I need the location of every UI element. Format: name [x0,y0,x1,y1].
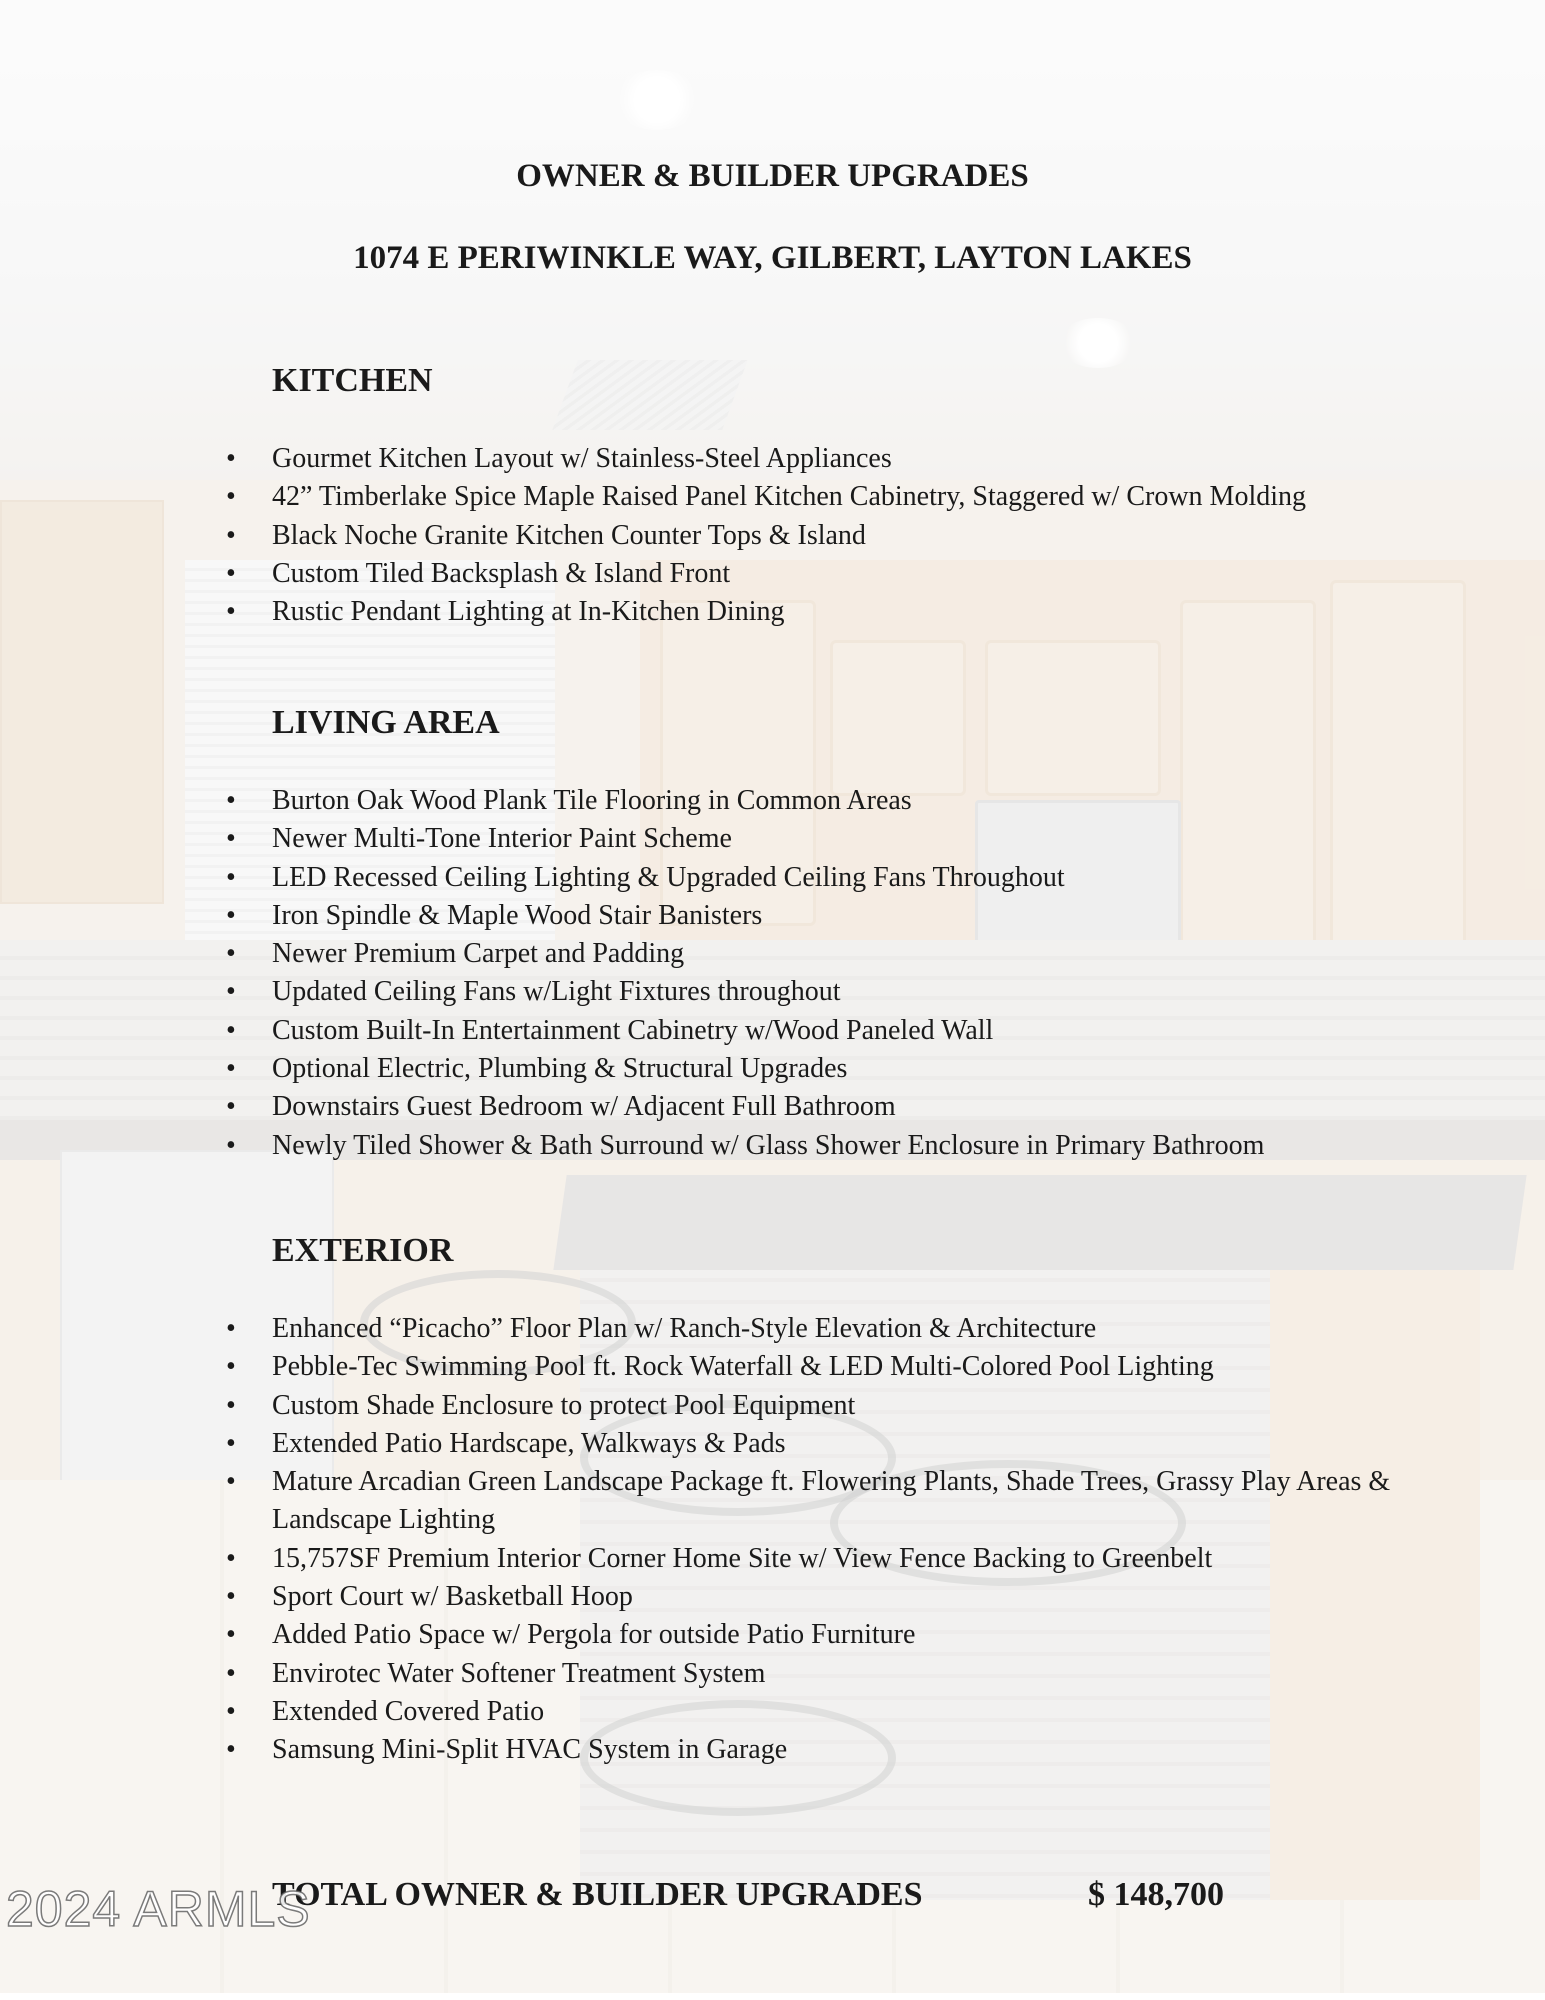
list-item [226,859,1402,897]
list-item [226,1655,1402,1693]
list-item [226,1616,1402,1654]
list-item [226,973,1402,1011]
list-item [226,1578,1402,1616]
list-item [226,593,1402,631]
list-item-text: Extended Patio Hardscape, Walkways & Pads [272,1427,786,1459]
list-item [226,1731,1402,1769]
section-heading-living-area: LIVING AREA [272,704,500,741]
list-item-text: Rustic Pendant Lighting at In-Kitchen Dining [272,596,785,628]
exterior-list [226,1310,1402,1770]
list-item-text: Samsung Mini-Split HVAC System in Garage [272,1734,788,1766]
bullet: • [226,1014,236,1046]
bullet: • [226,1466,236,1498]
list-item [226,1012,1402,1050]
list-item [226,517,1402,555]
list-item-text: Enhanced “Picacho” Floor Plan w/ Ranch-Style Elevation & Architecture [272,1313,1097,1344]
bullet: • [226,1657,236,1689]
list-item-text: Extended Covered Patio [272,1695,545,1727]
list-item [226,1310,1402,1348]
list-item [226,1425,1402,1463]
list-item-text: Custom Built-In Entertainment Cabinetry w/Wood Paneled Wall [272,1014,994,1046]
list-item-text: Downstairs Guest Bedroom w/ Adjacent Full Bathroom [272,1091,896,1123]
bullet: • [226,938,236,970]
bullet: • [226,785,236,816]
bullet: • [226,1695,236,1727]
bullet: • [226,481,236,513]
list-item-text: Gourmet Kitchen Layout w/ Stainless-Steel Appliances [272,443,892,474]
section-heading-kitchen: KITCHEN [272,362,433,399]
bullet: • [226,1427,236,1459]
list-item-text: Added Patio Space w/ Pergola for outside Patio Furniture [272,1619,916,1651]
total-label: TOTAL OWNER & BUILDER UPGRADES [272,1876,923,1913]
list-item-text: Custom Shade Enclosure to protect Pool Equipment [272,1389,856,1421]
list-item-text: Envirotec Water Softener Treatment System [272,1657,766,1689]
bullet: • [226,1389,236,1421]
property-address: 1074 E PERIWINKLE WAY, GILBERT, LAYTON LAKES [353,240,1192,276]
list-item-text: Burton Oak Wood Plank Tile Flooring in Common Areas [272,785,912,816]
list-item [226,782,1402,820]
list-item-text: Newer Multi-Tone Interior Paint Scheme [272,823,732,855]
list-item-text: LED Recessed Ceiling Lighting & Upgraded Ceiling Fans Throughout [272,861,1065,893]
list-item [226,1387,1402,1425]
list-item [226,478,1402,516]
total-value: $ 148,700 [1088,1876,1224,1913]
list-item-text: Iron Spindle & Maple Wood Stair Banisters [272,899,763,931]
list-item [226,1088,1402,1126]
bullet: • [226,1351,236,1383]
bullet: • [226,443,236,474]
bullet: • [226,1619,236,1651]
list-item [226,935,1402,973]
bullet: • [226,1313,236,1344]
list-item-text: Pebble-Tec Swimming Pool ft. Rock Waterfall & LED Multi-Colored Pool Lighting [272,1351,1214,1383]
list-item-text: Custom Tiled Backsplash & Island Front [272,557,731,589]
list-item [226,820,1402,858]
kitchen-list [226,440,1402,631]
bullet: • [226,557,236,589]
bullet: • [226,1091,236,1123]
section-heading-exterior: EXTERIOR [272,1232,454,1269]
list-item-text: Optional Electric, Plumbing & Structural Upgrades [272,1053,848,1085]
list-item-text: 15,757SF Premium Interior Corner Home Site w/ View Fence Backing to Greenbelt [272,1542,1213,1574]
bullet: • [226,1581,236,1613]
document-title: OWNER & BUILDER UPGRADES [516,158,1029,194]
list-item [226,555,1402,593]
living-area-list [226,782,1402,1165]
list-item [226,897,1402,935]
bullet: • [226,519,236,551]
list-item-text: Black Noche Granite Kitchen Counter Tops & Island [272,519,866,551]
bullet: • [226,1734,236,1766]
bullet: • [226,823,236,855]
bullet: • [226,596,236,628]
list-item [226,1463,1402,1540]
list-item-text: Sport Court w/ Basketball Hoop [272,1581,633,1613]
bullet: • [226,861,236,893]
list-item [226,1127,1402,1165]
bullet: • [226,1053,236,1085]
list-item [226,1050,1402,1088]
list-item-text: Newly Tiled Shower & Bath Surround w/ Glass Shower Enclosure in Primary Bathroom [272,1129,1265,1161]
list-item-text: Updated Ceiling Fans w/Light Fixtures throughout [272,976,841,1008]
list-item [226,1348,1402,1386]
bullet: • [226,976,236,1008]
bullet: • [226,899,236,931]
copyright-watermark: 2024 ARMLS [6,1881,311,1937]
bullet: • [226,1129,236,1161]
list-item [226,1693,1402,1731]
list-item [226,440,1402,478]
list-item-text: Mature Arcadian Green Landscape Package ft. Flowering Plants, Shade Trees, Grassy Play Areas & Landscape Lighting [272,1466,1391,1536]
list-item [226,1540,1402,1578]
bullet: • [226,1542,236,1574]
list-item-text: 42” Timberlake Spice Maple Raised Panel Kitchen Cabinetry, Staggered w/ Crown Molding [272,481,1307,513]
list-item-text: Newer Premium Carpet and Padding [272,938,685,970]
